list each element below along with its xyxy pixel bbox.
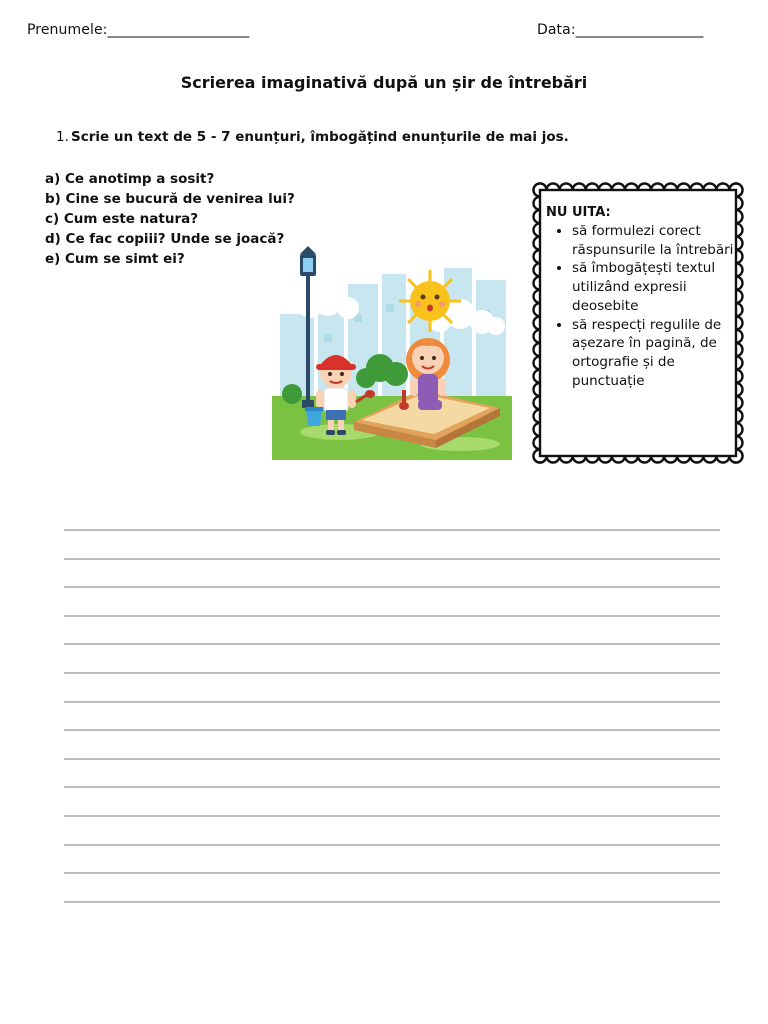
writing-line <box>64 901 720 903</box>
question-item: e) Cum se simt ei? <box>45 251 185 267</box>
writing-line <box>64 729 720 731</box>
name-label: Prenumele: <box>27 22 108 38</box>
name-blank: ____________________ <box>107 22 250 38</box>
task-instruction <box>56 129 569 145</box>
reminder-note <box>546 205 734 390</box>
date-blank: __________________ <box>575 22 704 38</box>
playground-illustration <box>270 244 514 462</box>
bucket-icon <box>305 407 323 426</box>
reminder-list <box>546 222 734 390</box>
question-item: b) Cine se bucură de venirea lui? <box>45 191 295 207</box>
question-item: d) Ce fac copiii? Unde se joacă? <box>45 231 285 247</box>
sun-icon <box>399 270 461 332</box>
writing-line <box>64 872 720 874</box>
question-list <box>45 169 295 269</box>
task-number: 1. <box>56 129 69 145</box>
reminder-title: NU UITA: <box>546 205 611 220</box>
name-field <box>27 22 249 38</box>
date-label: Data: <box>537 22 576 38</box>
task-text: Scrie un text de 5 - 7 enunțuri, îmbogățind enunțurile de mai jos. <box>71 129 569 145</box>
date-field <box>537 22 703 38</box>
writing-line <box>64 586 720 588</box>
writing-line <box>64 558 720 560</box>
reminder-item: • să respecți regulile de așezare în pagină, de ortografie și de punctuație <box>572 316 734 391</box>
writing-line <box>64 815 720 817</box>
writing-line <box>64 672 720 674</box>
writing-line <box>64 844 720 846</box>
city-buildings <box>280 268 506 414</box>
writing-line <box>64 615 720 617</box>
question-item: a) Ce anotimp a sosit? <box>45 171 215 187</box>
page-title: Scrierea imaginativă după un șir de întrebări <box>180 73 588 92</box>
writing-line <box>64 758 720 760</box>
writing-line <box>64 701 720 703</box>
writing-line <box>64 786 720 788</box>
writing-line <box>64 643 720 645</box>
reminder-item: • să îmbogățești textul utilizând expresii deosebite <box>572 259 734 315</box>
question-item: c) Cum este natura? <box>45 211 199 227</box>
reminder-item: • să formulezi corect răspunsurile la întrebări <box>572 222 734 259</box>
writing-line <box>64 529 720 531</box>
